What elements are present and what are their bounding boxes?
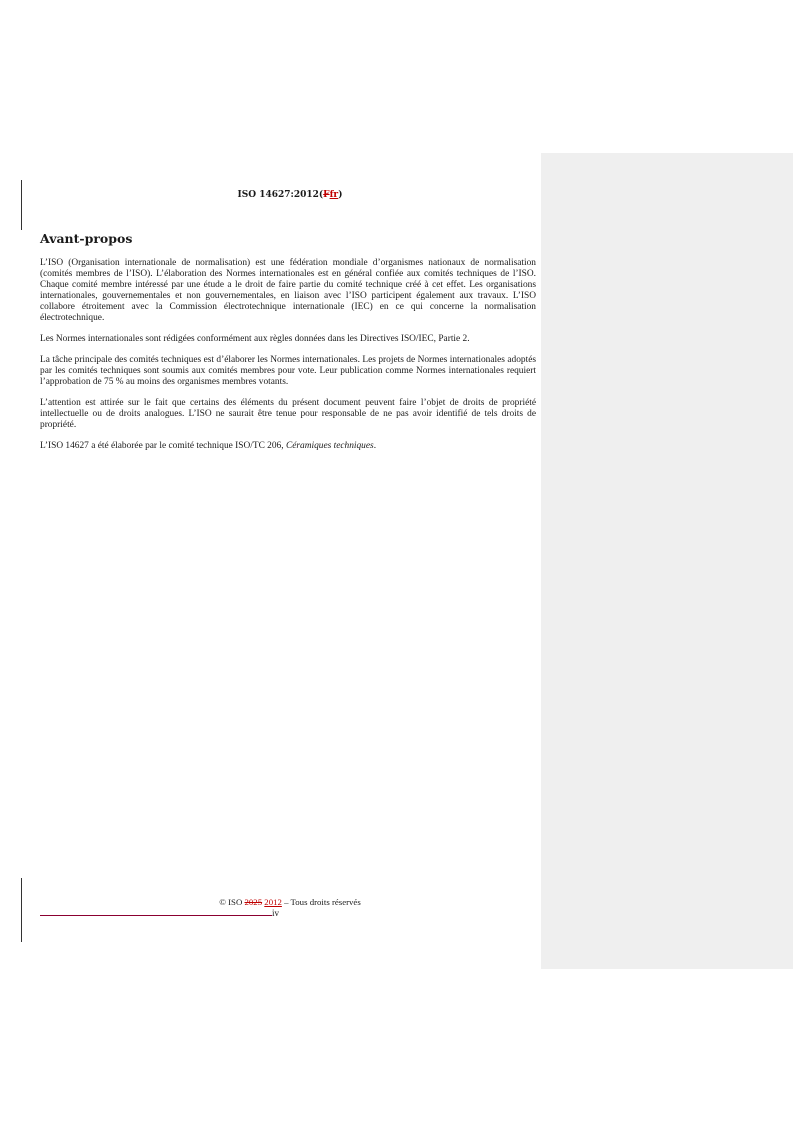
- footer-rule: [40, 915, 272, 916]
- footer-copyright: [40, 897, 540, 907]
- committee-suffix: .: [373, 441, 377, 451]
- copyright-prefix: © ISO: [219, 897, 245, 907]
- comment-pane-area: [541, 201, 793, 221]
- change-bar-footer: [21, 878, 22, 942]
- comment-pane[interactable]: [541, 153, 793, 969]
- paragraph: Les Normes internationales sont rédigées conformément aux règles données dans les Directives ISO/IEC, Partie 2.: [40, 334, 470, 344]
- paragraph: L’ISO (Organisation internationale de normalisation) est une fédération mondiale d’organismes nationaux de normalisation (comités membres de l’ISO). L’élaboration des Normes internationales est en général confiée aux comités techniques de l’ISO. Chaque comité membre intéressé par une étude a le droit de faire partie du comité technique créé à cet effet. Les organisations internationales, gouvernementales et non gouvernementales, en liaison avec l’ISO participent également aux travaux. L’ISO collabore étroitement avec la Commission électrotechnique internationale (IEC) en ce qui concerne la normalisation électrotechnique.: [40, 258, 536, 323]
- header-lang-deleted: F: [323, 190, 330, 200]
- committee-prefix: L’ISO 14627 a été élaborée par le comité technique ISO/TC 206,: [40, 441, 286, 451]
- year-deleted: 2025: [244, 897, 263, 907]
- header-lang-inserted: fr: [329, 190, 339, 200]
- header-close: ): [338, 190, 343, 200]
- paragraph: La tâche principale des comités techniques est d’élaborer les Normes internationales. Les projets de Normes internationales adoptés par les comités techniques sont soumis aux comités membres pour vote. Leur publication comme Normes internationales requiert l’approbation de 75 % au moins des organismes membres votants.: [40, 355, 536, 387]
- change-bar-header: [21, 180, 22, 230]
- rights-text: – Tous droits réservés: [281, 897, 361, 907]
- document-header: [40, 190, 540, 200]
- year-inserted: 2012: [264, 897, 282, 907]
- header-standard: ISO 14627:2012(: [237, 190, 324, 200]
- body-text: [40, 258, 536, 452]
- page-number: iv: [272, 908, 280, 918]
- paragraph-committee: [40, 441, 536, 452]
- paragraph: L’attention est attirée sur le fait que certains des éléments du présent document peuvent faire l’objet de droits de propriété intellectuelle ou de droits analogues. L’ISO ne saurait être tenue pour responsable de ne pas avoir identifié de tels droits de propriété.: [40, 398, 536, 430]
- committee-name: Céramiques techniques: [285, 441, 374, 451]
- section-title: Avant-propos: [40, 231, 133, 246]
